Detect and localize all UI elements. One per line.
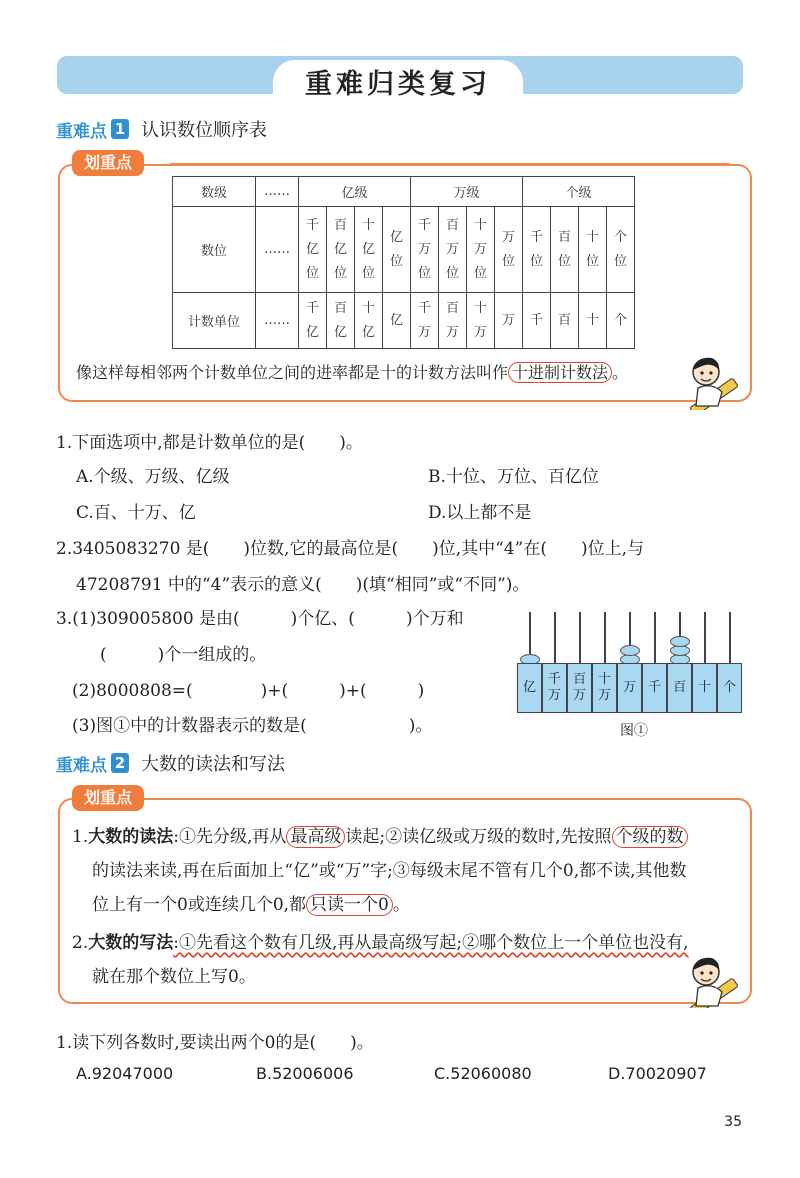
place-cell: 百 位 [551,207,579,293]
abacus-bead [670,636,690,647]
unit-cell: 千 万 [411,293,439,349]
reading-rule-line-1 [72,822,688,847]
unit-cell: 千 亿 [299,293,327,349]
unit-cell: 亿 [383,293,411,349]
unit-cell: 百 万 [439,293,467,349]
place-cell: 万 位 [495,207,523,293]
abacus-rod [704,612,706,664]
option-c[interactable]: C.52060080 [434,1064,532,1083]
option-b[interactable]: B.十位、万位、百亿位 [428,467,599,487]
unit-cell: 十 [579,293,607,349]
rule-text: 读起;②读亿级或万级的数时,先按照 [345,827,612,847]
tag-divider [170,163,730,165]
abacus-rod [579,612,581,664]
abacus-label: 个 [717,663,742,713]
question-2-line-2: 47208791 中的“4”表示的意义( )(填“相同”或“不同”)。 [76,575,530,595]
table-cell: …… [256,293,299,349]
table-cell: 个级 [523,177,635,207]
note-end: 。 [612,363,629,382]
place-cell: 百 万 位 [439,207,467,293]
option-a[interactable]: A.个级、万级、亿级 [76,467,230,487]
unit-cell: 个 [607,293,635,349]
key-point-tag: 划重点 [72,150,144,176]
question-1: 1.下面选项中,都是计数单位的是( )。 [56,433,363,453]
decimal-system-note [76,360,628,383]
question-3-part-2: (2)8000808=( )+( )+( ) [72,681,425,701]
abacus-rod [554,612,556,664]
table-cell: 计数单位 [173,293,256,349]
abacus-rod [654,612,656,664]
abacus-label: 千 万 [542,663,567,713]
writing-rule-line-2: 就在那个数位上写0。 [92,967,256,987]
table-cell: 万级 [411,177,523,207]
rule-heading: 大数的写法 [88,933,174,953]
rule-number: 1. [72,827,89,847]
highlight-term: 最高级 [286,826,345,848]
reading-rule-line-3 [92,890,410,915]
question-3-part-3: (3)图①中的计数器表示的数是( )。 [72,716,433,736]
page-number: 35 [724,1114,742,1130]
unit-cell: 十 亿 [355,293,383,349]
place-cell: 千 位 [523,207,551,293]
table-cell: 数位 [173,207,256,293]
highlight-term: 只读一个0 [306,894,393,916]
place-cell: 十 位 [579,207,607,293]
rule-text: :①先分级,再从 [173,827,287,847]
rule-text: :①先看这个数有几级,再从最高级写起;②哪个数位上一个单位也没有, [173,933,689,953]
question-3-part-1b: ( )个一组成的。 [100,645,267,665]
question-3-part-1: 3.(1)309005800 是由( )个亿、( )个万和 [56,609,464,629]
rule-text: 。 [392,895,410,915]
abacus-rod [729,612,731,664]
unit-cell: 百 [551,293,579,349]
table-cell: 亿级 [299,177,411,207]
section-title: 认识数位顺序表 [141,120,267,141]
abacus-label: 百 万 [567,663,592,713]
place-cell: 十 万 位 [467,207,495,293]
option-d[interactable]: D.以上都不是 [428,503,532,523]
reading-rule-line-2: 的读法来读,再在后面加上“亿”或“万”字;③每级末尾不管有几个0,都不读,其他数 [92,861,687,881]
section-number: 2 [111,753,129,773]
section-label: 重难点 [56,121,107,142]
question-4: 1.读下列各数时,要读出两个0的是( )。 [56,1033,374,1053]
option-c[interactable]: C.百、十万、亿 [76,503,196,523]
abacus-label: 万 [617,663,642,713]
table-cell: …… [256,177,299,207]
rule-text: 位上有一个0或连续几个0,都 [92,895,307,915]
section-1-heading [56,116,267,142]
abacus-label: 十 万 [592,663,617,713]
place-cell: 十 亿 位 [355,207,383,293]
note-text: 像这样每相邻两个计数单位之间的进率都是十的计数方法叫作 [76,363,509,382]
option-d[interactable]: D.70020907 [608,1064,707,1083]
abacus-bead [620,645,640,656]
place-cell: 亿 位 [383,207,411,293]
figure-caption: 图① [620,723,648,739]
section-title: 大数的读法和写法 [141,754,285,775]
abacus-rod [604,612,606,664]
rule-number: 2. [72,933,89,953]
unit-cell: 千 [523,293,551,349]
writing-rule-line-1 [72,928,689,953]
tag-divider [170,798,730,800]
place-value-table [172,176,635,349]
section-2-heading [56,750,285,776]
abacus-label: 亿 [517,663,542,713]
option-b[interactable]: B.52006006 [256,1064,354,1083]
student-pencil-illustration [682,952,744,1008]
place-cell: 千 亿 位 [299,207,327,293]
highlight-term: 十进制计数法 [508,362,612,383]
student-pencil-illustration [682,352,744,410]
page-title: 重难归类复习 [305,69,491,100]
unit-cell: 万 [495,293,523,349]
section-label: 重难点 [56,755,107,776]
place-cell: 个 位 [607,207,635,293]
abacus-label: 千 [642,663,667,713]
abacus-label: 十 [692,663,717,713]
question-2-line-1: 2.3405083270 是( )位数,它的最高位是( )位,其中“4”在( )位上,与 [56,539,644,559]
option-a[interactable]: A.92047000 [76,1064,174,1083]
rule-heading: 大数的读法 [88,827,174,847]
key-point-tag: 划重点 [72,785,144,811]
place-cell: 百 亿 位 [327,207,355,293]
place-cell: 千 万 位 [411,207,439,293]
abacus-label: 百 [667,663,692,713]
highlight-term: 个级的数 [612,826,688,848]
unit-cell: 百 亿 [327,293,355,349]
unit-cell: 十 万 [467,293,495,349]
table-cell: …… [256,207,299,293]
table-cell: 数级 [173,177,256,207]
section-number: 1 [111,119,129,139]
